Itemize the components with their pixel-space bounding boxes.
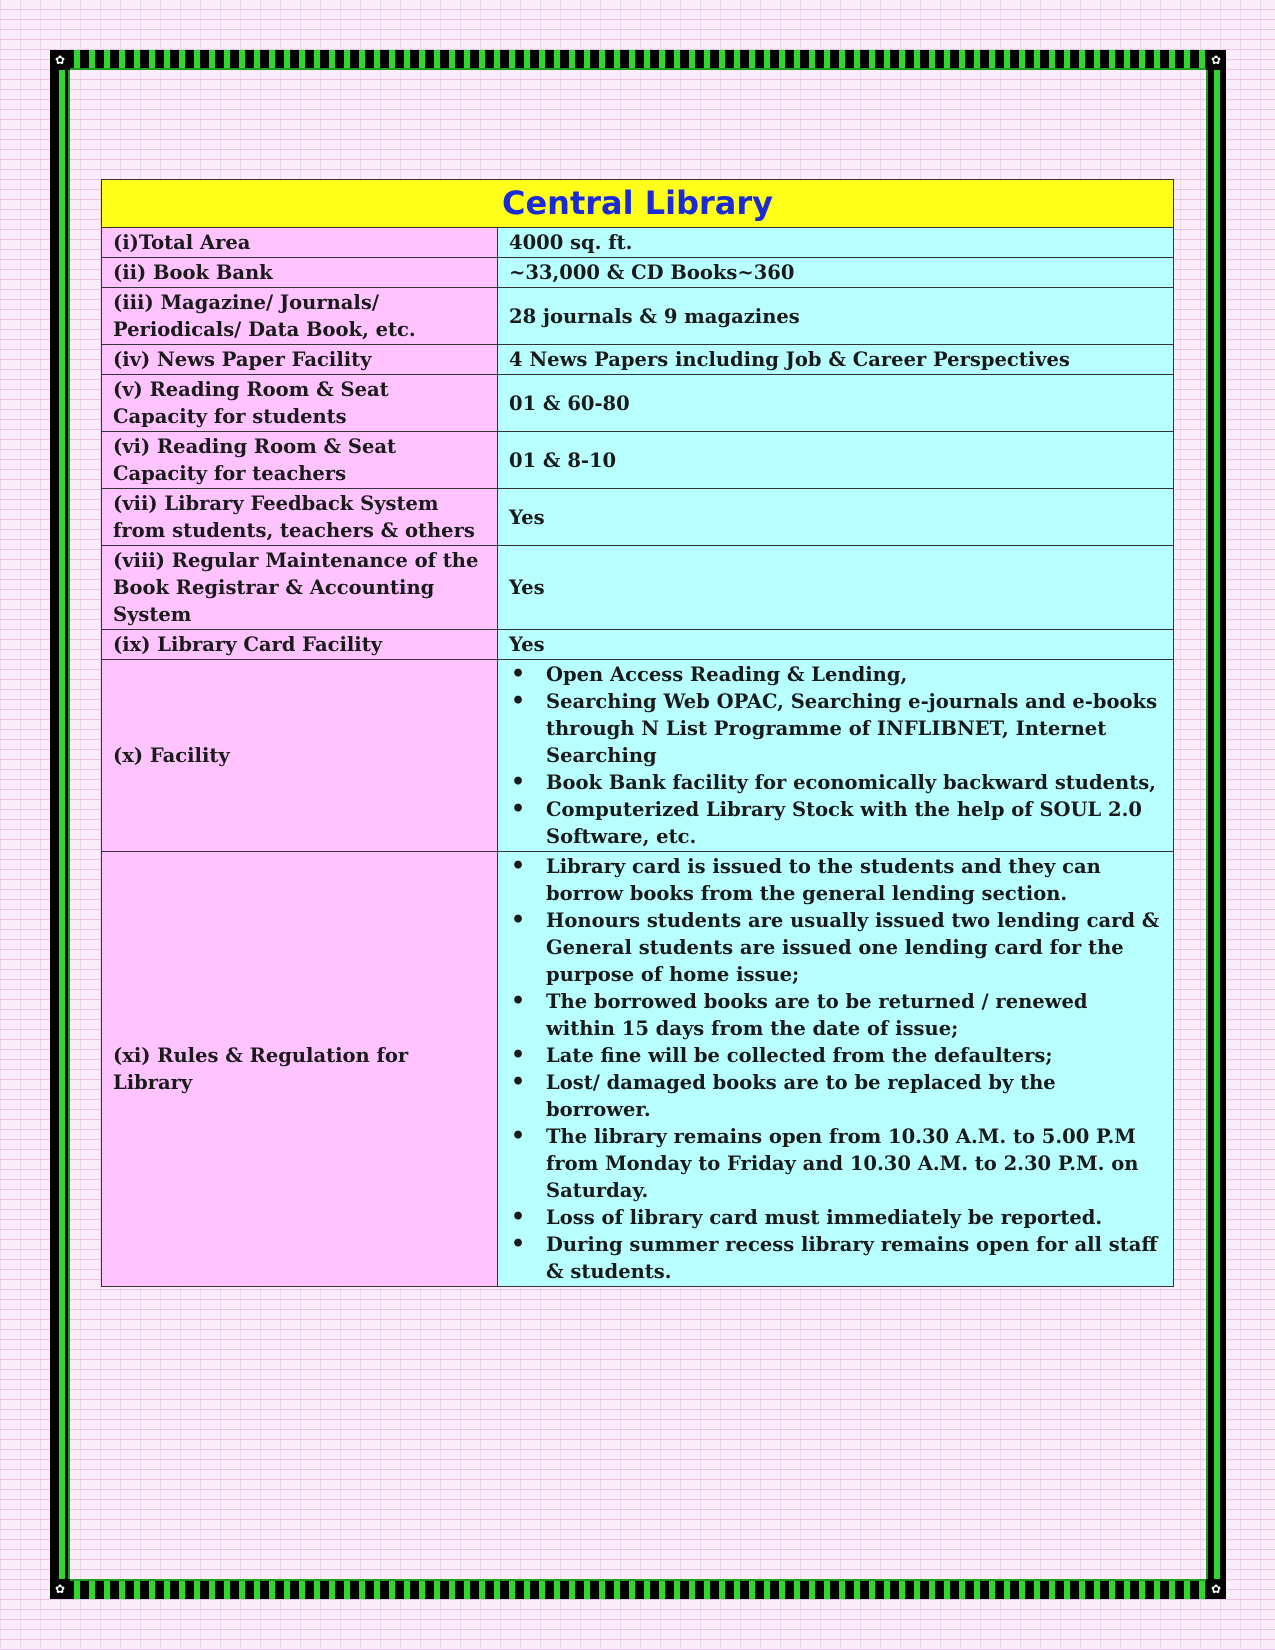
row-label: (v) Reading Room & Seat Capacity for students bbox=[102, 375, 498, 432]
row-value: 28 journals & 9 magazines bbox=[498, 288, 1174, 345]
table-row bbox=[102, 258, 1174, 288]
row-label: (vi) Reading Room & Seat Capacity for teachers bbox=[102, 432, 498, 489]
list-item: • Late fine will be collected from the defaulters; bbox=[509, 1042, 1162, 1069]
facility-list bbox=[509, 661, 1162, 850]
table-row bbox=[102, 375, 1174, 432]
row-label: (x) Facility bbox=[102, 660, 498, 852]
table-row bbox=[102, 345, 1174, 375]
row-value: 4000 sq. ft. bbox=[498, 228, 1174, 258]
table-row bbox=[102, 228, 1174, 258]
facility-list-cell bbox=[498, 660, 1174, 852]
row-value: Yes bbox=[498, 546, 1174, 630]
list-item: • The borrowed books are to be returned / renewed within 15 days from the date of issue; bbox=[509, 988, 1162, 1042]
corner-ornament-icon: ✿ bbox=[1206, 1579, 1226, 1599]
list-item: • The library remains open from 10.30 A.M. to 5.00 P.M from Monday to Friday and 10.30 A.M. to 2.30 P.M. on Saturday. bbox=[509, 1123, 1162, 1204]
corner-ornament-icon: ✿ bbox=[50, 50, 70, 70]
row-value: Yes bbox=[498, 489, 1174, 546]
list-item: • Lost/ damaged books are to be replaced by the borrower. bbox=[509, 1069, 1162, 1123]
table-row bbox=[102, 546, 1174, 630]
list-item: • Book Bank facility for economically backward students, bbox=[509, 769, 1162, 796]
row-label: (i)Total Area bbox=[102, 228, 498, 258]
corner-ornament-icon: ✿ bbox=[50, 1579, 70, 1599]
table-row bbox=[102, 489, 1174, 546]
row-label: (xi) Rules & Regulation for Library bbox=[102, 852, 498, 1287]
table-row-facility bbox=[102, 660, 1174, 852]
row-value: 01 & 8-10 bbox=[498, 432, 1174, 489]
corner-ornament-icon: ✿ bbox=[1206, 50, 1226, 70]
table-row-rules bbox=[102, 852, 1174, 1287]
row-label: (ii) Book Bank bbox=[102, 258, 498, 288]
list-item: • Searching Web OPAC, Searching e-journals and e-books through N List Programme of INFLIBNET, Internet Searching bbox=[509, 688, 1162, 769]
list-item: • Computerized Library Stock with the help of SOUL 2.0 Software, etc. bbox=[509, 796, 1162, 850]
row-label: (viii) Regular Maintenance of the Book Registrar & Accounting System bbox=[102, 546, 498, 630]
table-row bbox=[102, 432, 1174, 489]
title-row bbox=[102, 180, 1174, 228]
row-value: 4 News Papers including Job & Career Perspectives bbox=[498, 345, 1174, 375]
rules-list bbox=[509, 853, 1162, 1285]
rules-list-cell bbox=[498, 852, 1174, 1287]
row-label: (vii) Library Feedback System from students, teachers & others bbox=[102, 489, 498, 546]
list-item: • Library card is issued to the students and they can borrow books from the general lending section. bbox=[509, 853, 1162, 907]
row-value: 01 & 60-80 bbox=[498, 375, 1174, 432]
list-item: • Open Access Reading & Lending, bbox=[509, 661, 1162, 688]
row-label: (ix) Library Card Facility bbox=[102, 630, 498, 660]
row-value: Yes bbox=[498, 630, 1174, 660]
row-label: (iv) News Paper Facility bbox=[102, 345, 498, 375]
row-value: ~33,000 & CD Books~360 bbox=[498, 258, 1174, 288]
list-item: • During summer recess library remains open for all staff & students. bbox=[509, 1231, 1162, 1285]
table-row bbox=[102, 288, 1174, 345]
list-item: • Honours students are usually issued two lending card & General students are issued one lending card for the purpose of home issue; bbox=[509, 907, 1162, 988]
list-item: • Loss of library card must immediately be reported. bbox=[509, 1204, 1162, 1231]
table-row bbox=[102, 630, 1174, 660]
library-info-table bbox=[101, 179, 1174, 1287]
page-title: Central Library bbox=[102, 180, 1174, 228]
row-label: (iii) Magazine/ Journals/ Periodicals/ Data Book, etc. bbox=[102, 288, 498, 345]
